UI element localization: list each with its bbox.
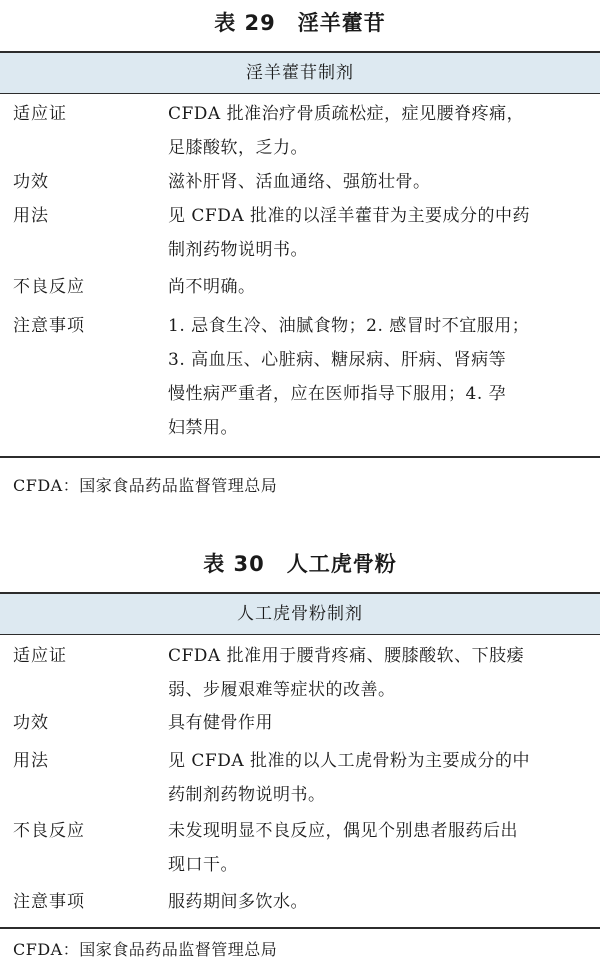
row-label: 不良反应 bbox=[13, 277, 85, 297]
value-line: 制剂药物说明书。 bbox=[168, 240, 308, 260]
table-header-label: 人工虎骨粉制剂 bbox=[237, 604, 363, 624]
table-number: 表 29 bbox=[214, 11, 276, 35]
value-line: 见 CFDA 批准的以淫羊藿苷为主要成分的中药 bbox=[168, 206, 531, 226]
row-label: 功效 bbox=[13, 172, 49, 192]
row-value bbox=[168, 97, 586, 165]
table-header-band bbox=[0, 51, 600, 94]
row-label: 功效 bbox=[13, 713, 49, 733]
row-label: 适应证 bbox=[13, 646, 67, 666]
table-header-band bbox=[0, 592, 600, 635]
value-line: 3. 高血压、心脏病、糖尿病、肝病、肾病等 bbox=[168, 350, 507, 370]
row-label: 用法 bbox=[13, 206, 49, 226]
table-header-label: 淫羊藿苷制剂 bbox=[246, 63, 354, 83]
value-line: CFDA 批准用于腰背疼痛、腰膝酸软、下肢痿 bbox=[168, 646, 525, 666]
value-line: 现口干。 bbox=[168, 855, 238, 875]
value-line: 见 CFDA 批准的以人工虎骨粉为主要成分的中 bbox=[168, 751, 531, 771]
row-value bbox=[168, 885, 586, 919]
row-label: 注意事项 bbox=[13, 316, 85, 336]
row-value bbox=[168, 309, 586, 445]
value-line: 妇禁用。 bbox=[168, 418, 238, 438]
value-line: 足膝酸软，乏力。 bbox=[168, 138, 308, 158]
table-title bbox=[0, 8, 600, 38]
row-label: 适应证 bbox=[13, 104, 67, 124]
table-bottom-rule bbox=[0, 456, 600, 458]
table-bottom-rule bbox=[0, 927, 600, 929]
table-name: 人工虎骨粉 bbox=[286, 552, 397, 576]
row-label: 不良反应 bbox=[13, 821, 85, 841]
row-value bbox=[168, 270, 586, 304]
table-number: 表 30 bbox=[203, 552, 265, 576]
value-line: 尚不明确。 bbox=[168, 277, 256, 297]
value-line: 滋补肝肾、活血通络、强筋壮骨。 bbox=[168, 172, 431, 192]
row-value bbox=[168, 814, 586, 882]
row-value bbox=[168, 706, 586, 740]
row-value bbox=[168, 639, 586, 707]
row-value bbox=[168, 199, 586, 267]
value-line: 慢性病严重者，应在医师指导下服用；4. 孕 bbox=[168, 384, 507, 404]
row-value bbox=[168, 744, 586, 812]
value-line: CFDA 批准治疗骨质疏松症，症见腰脊疼痛， bbox=[168, 104, 525, 124]
table-name: 淫羊藿苷 bbox=[297, 11, 386, 35]
value-line: 服药期间多饮水。 bbox=[168, 892, 308, 912]
row-label: 注意事项 bbox=[13, 892, 85, 912]
value-line: 弱、步履艰难等症状的改善。 bbox=[168, 680, 396, 700]
table-footnote: CFDA：国家食品药品监督管理总局 bbox=[13, 476, 278, 495]
value-line: 未发现明显不良反应，偶见个别患者服药后出 bbox=[168, 821, 518, 841]
value-line: 1. 忌食生冷、油腻食物；2. 感冒时不宜服用； bbox=[168, 316, 530, 336]
value-line: 药制剂药物说明书。 bbox=[168, 785, 326, 805]
row-label: 用法 bbox=[13, 751, 49, 771]
table-title bbox=[0, 549, 600, 579]
value-line: 具有健骨作用 bbox=[168, 713, 273, 733]
table-footnote: CFDA：国家食品药品监督管理总局 bbox=[13, 940, 278, 959]
row-value bbox=[168, 165, 586, 199]
